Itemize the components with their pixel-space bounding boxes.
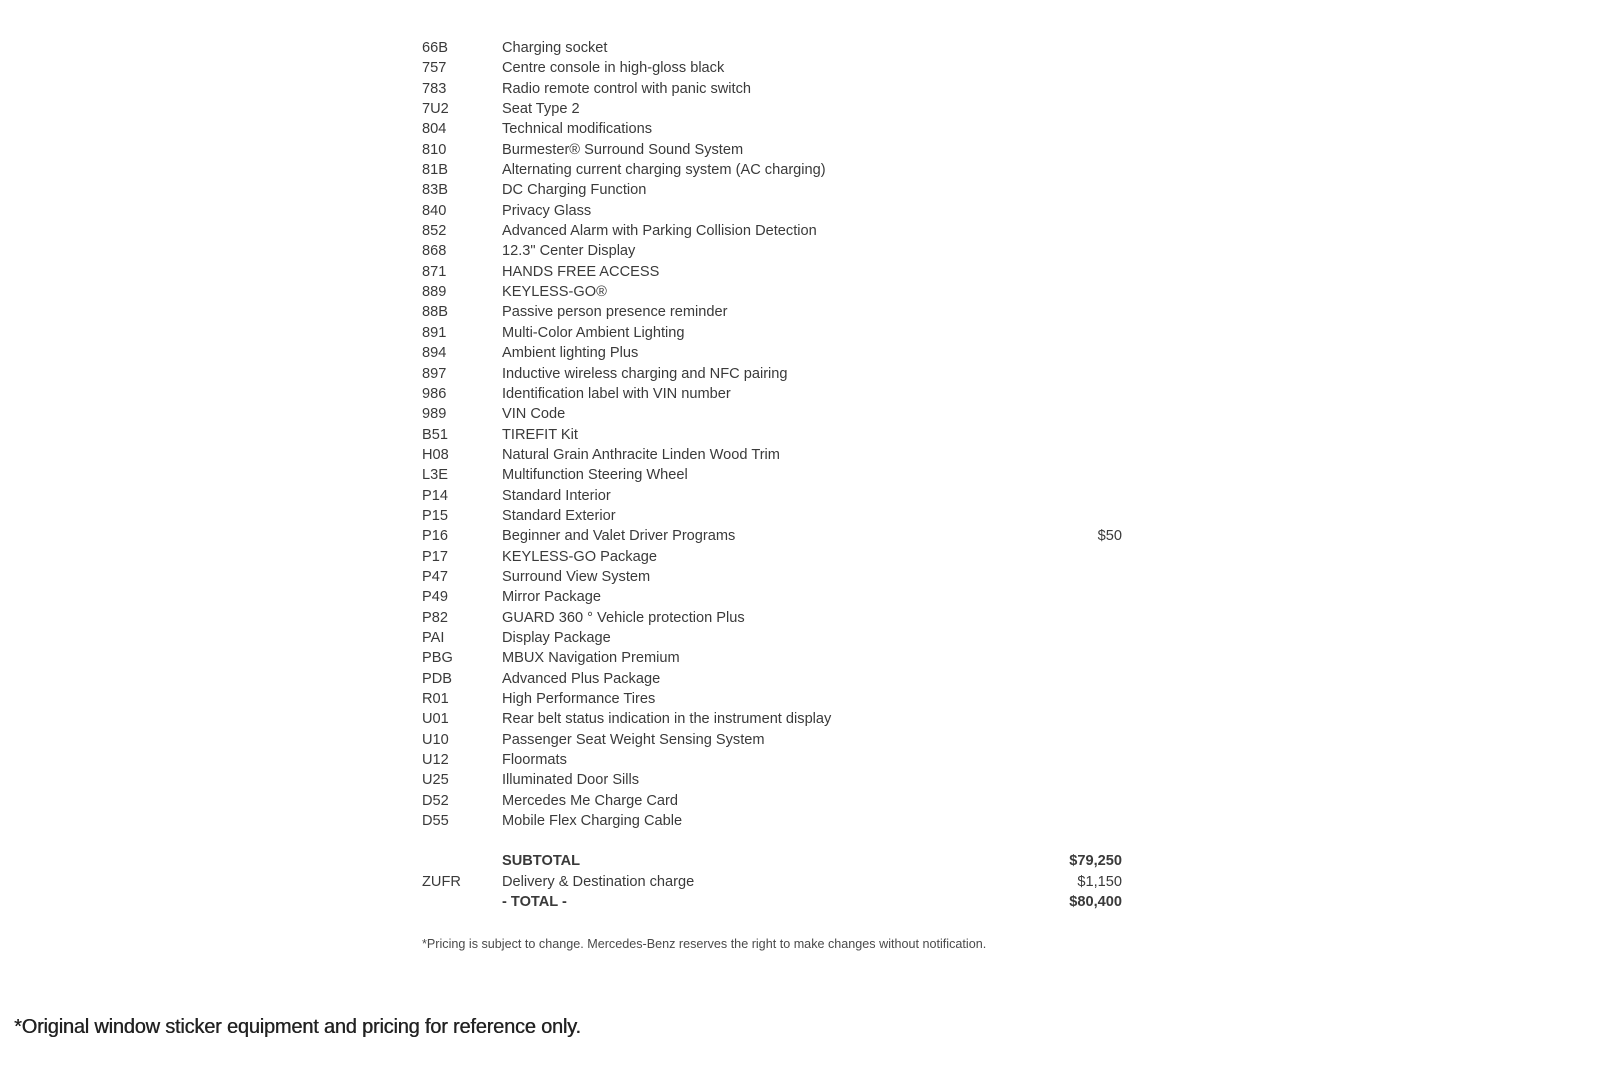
subtotal-amount: $79,250 <box>1069 853 1122 870</box>
destination-amount: $1,150 <box>1077 873 1122 890</box>
option-code: 891 <box>422 324 447 341</box>
option-code: U25 <box>422 772 449 789</box>
equipment-row <box>422 99 1122 119</box>
option-code: 88B <box>422 304 448 321</box>
destination-code: ZUFR <box>422 873 461 890</box>
option-code: D55 <box>422 813 449 830</box>
equipment-row <box>422 486 1122 506</box>
option-description: Mobile Flex Charging Cable <box>502 813 683 830</box>
equipment-row <box>422 770 1122 790</box>
option-description: Floormats <box>502 752 567 769</box>
option-description: Beginner and Valet Driver Programs <box>502 528 736 545</box>
option-code: U10 <box>422 731 449 748</box>
option-description: VIN Code <box>502 406 566 423</box>
equipment-row <box>422 811 1122 831</box>
subtotal-row <box>422 851 1122 871</box>
option-description: Natural Grain Anthracite Linden Wood Trim <box>502 446 780 463</box>
option-description: Inductive wireless charging and NFC pairing <box>502 365 788 382</box>
option-description: Display Package <box>502 629 611 646</box>
option-code: 66B <box>422 40 448 56</box>
window-sticker-equipment-list <box>422 38 1122 912</box>
option-description: Mercedes Me Charge Card <box>502 792 679 809</box>
equipment-row <box>422 119 1122 139</box>
option-code: 889 <box>422 284 447 301</box>
option-code: U01 <box>422 711 449 728</box>
option-description: Advanced Plus Package <box>502 670 661 687</box>
equipment-row <box>422 343 1122 363</box>
option-description: Advanced Alarm with Parking Collision Detection <box>502 223 817 240</box>
equipment-row <box>422 425 1122 445</box>
equipment-row <box>422 669 1122 689</box>
pricing-disclaimer: *Pricing is subject to change. Mercedes-Benz reserves the right to make changes without notification. <box>422 937 987 951</box>
total-row <box>422 892 1122 912</box>
option-description: Ambient lighting Plus <box>502 345 639 362</box>
option-description: MBUX Navigation Premium <box>502 650 680 667</box>
option-code: 894 <box>422 345 447 362</box>
option-description: DC Charging Function <box>502 182 647 199</box>
option-description: GUARD 360 ° Vehicle protection Plus <box>502 609 745 626</box>
equipment-row <box>422 282 1122 302</box>
equipment-row <box>422 465 1122 485</box>
option-description: Multifunction Steering Wheel <box>502 467 688 484</box>
option-code: P47 <box>422 568 448 585</box>
equipment-row <box>422 201 1122 221</box>
equipment-row <box>422 241 1122 261</box>
equipment-row <box>422 689 1122 709</box>
option-code: B51 <box>422 426 448 443</box>
equipment-row <box>422 79 1122 99</box>
subtotal-label: SUBTOTAL <box>502 853 581 870</box>
option-description: HANDS FREE ACCESS <box>502 263 660 280</box>
equipment-row <box>422 526 1122 546</box>
option-code: 783 <box>422 80 447 97</box>
option-description: Mirror Package <box>502 589 601 606</box>
option-description: Passenger Seat Weight Sensing System <box>502 731 765 748</box>
equipment-row <box>422 384 1122 404</box>
destination-label: Delivery & Destination charge <box>502 873 695 890</box>
option-description: Radio remote control with panic switch <box>502 80 752 97</box>
option-description: TIREFIT Kit <box>502 426 578 443</box>
equipment-row <box>422 506 1122 526</box>
equipment-row <box>422 302 1122 322</box>
option-code: 804 <box>422 121 447 138</box>
option-code: D52 <box>422 792 449 809</box>
option-description: High Performance Tires <box>502 691 656 707</box>
option-code: U12 <box>422 752 449 769</box>
option-code: P16 <box>422 528 448 545</box>
option-code: P82 <box>422 609 448 626</box>
option-code: PDB <box>422 670 453 687</box>
option-description: Surround View System <box>502 568 651 585</box>
option-code: PAI <box>422 629 445 646</box>
option-description: Seat Type 2 <box>502 101 580 118</box>
option-code: 757 <box>422 60 447 77</box>
summary-spacer <box>422 831 1122 851</box>
equipment-row <box>422 628 1122 648</box>
equipment-row <box>422 58 1122 78</box>
option-description: 12.3" Center Display <box>502 243 636 260</box>
total-amount: $80,400 <box>1069 894 1122 911</box>
option-code: R01 <box>422 691 449 707</box>
option-code: P15 <box>422 507 448 524</box>
equipment-row <box>422 750 1122 770</box>
option-description: Centre console in high-gloss black <box>502 60 725 77</box>
equipment-row <box>422 262 1122 282</box>
equipment-row <box>422 648 1122 668</box>
equipment-table <box>422 38 1122 831</box>
option-description: Privacy Glass <box>502 202 592 219</box>
option-description: Passive person presence reminder <box>502 304 728 321</box>
option-code: H08 <box>422 446 449 463</box>
option-description: Burmester® Surround Sound System <box>502 141 744 158</box>
option-description: Identification label with VIN number <box>502 385 731 402</box>
option-description: Standard Exterior <box>502 507 616 524</box>
total-label: - TOTAL - <box>502 894 567 911</box>
equipment-row <box>422 791 1122 811</box>
equipment-row <box>422 221 1122 241</box>
option-code: 810 <box>422 141 447 158</box>
option-code: 81B <box>422 162 448 179</box>
option-description: KEYLESS-GO Package <box>502 548 657 565</box>
equipment-row <box>422 364 1122 384</box>
option-code: PBG <box>422 650 453 667</box>
equipment-row <box>422 709 1122 729</box>
option-description: Technical modifications <box>502 121 653 138</box>
equipment-row <box>422 445 1122 465</box>
option-code: P17 <box>422 548 448 565</box>
equipment-row <box>422 547 1122 567</box>
option-description: KEYLESS-GO® <box>502 284 607 301</box>
option-code: 897 <box>422 365 447 382</box>
equipment-row <box>422 608 1122 628</box>
equipment-row <box>422 160 1122 180</box>
option-code: 986 <box>422 385 447 402</box>
equipment-row <box>422 404 1122 424</box>
option-description: Alternating current charging system (AC charging) <box>502 162 826 179</box>
equipment-row <box>422 567 1122 587</box>
option-code: 852 <box>422 223 447 240</box>
equipment-row <box>422 180 1122 200</box>
option-code: P14 <box>422 487 448 504</box>
equipment-row <box>422 38 1122 58</box>
option-description: Illuminated Door Sills <box>502 772 640 789</box>
equipment-row <box>422 587 1122 607</box>
option-price: $50 <box>1097 528 1122 545</box>
option-code: 83B <box>422 182 448 199</box>
option-code: 868 <box>422 243 447 260</box>
option-code: P49 <box>422 589 448 606</box>
option-description: Charging socket <box>502 40 608 56</box>
option-code: L3E <box>422 467 448 484</box>
reference-footnote: *Original window sticker equipment and pricing for reference only. <box>14 1016 581 1038</box>
equipment-row <box>422 140 1122 160</box>
option-description: Multi-Color Ambient Lighting <box>502 324 685 341</box>
equipment-row <box>422 730 1122 750</box>
option-code: 989 <box>422 406 447 423</box>
equipment-row <box>422 323 1122 343</box>
destination-charge-row <box>422 872 1122 892</box>
option-code: 871 <box>422 263 447 280</box>
option-code: 7U2 <box>422 101 449 118</box>
option-description: Rear belt status indication in the instrument display <box>502 711 832 728</box>
option-code: 840 <box>422 202 447 219</box>
option-description: Standard Interior <box>502 487 611 504</box>
